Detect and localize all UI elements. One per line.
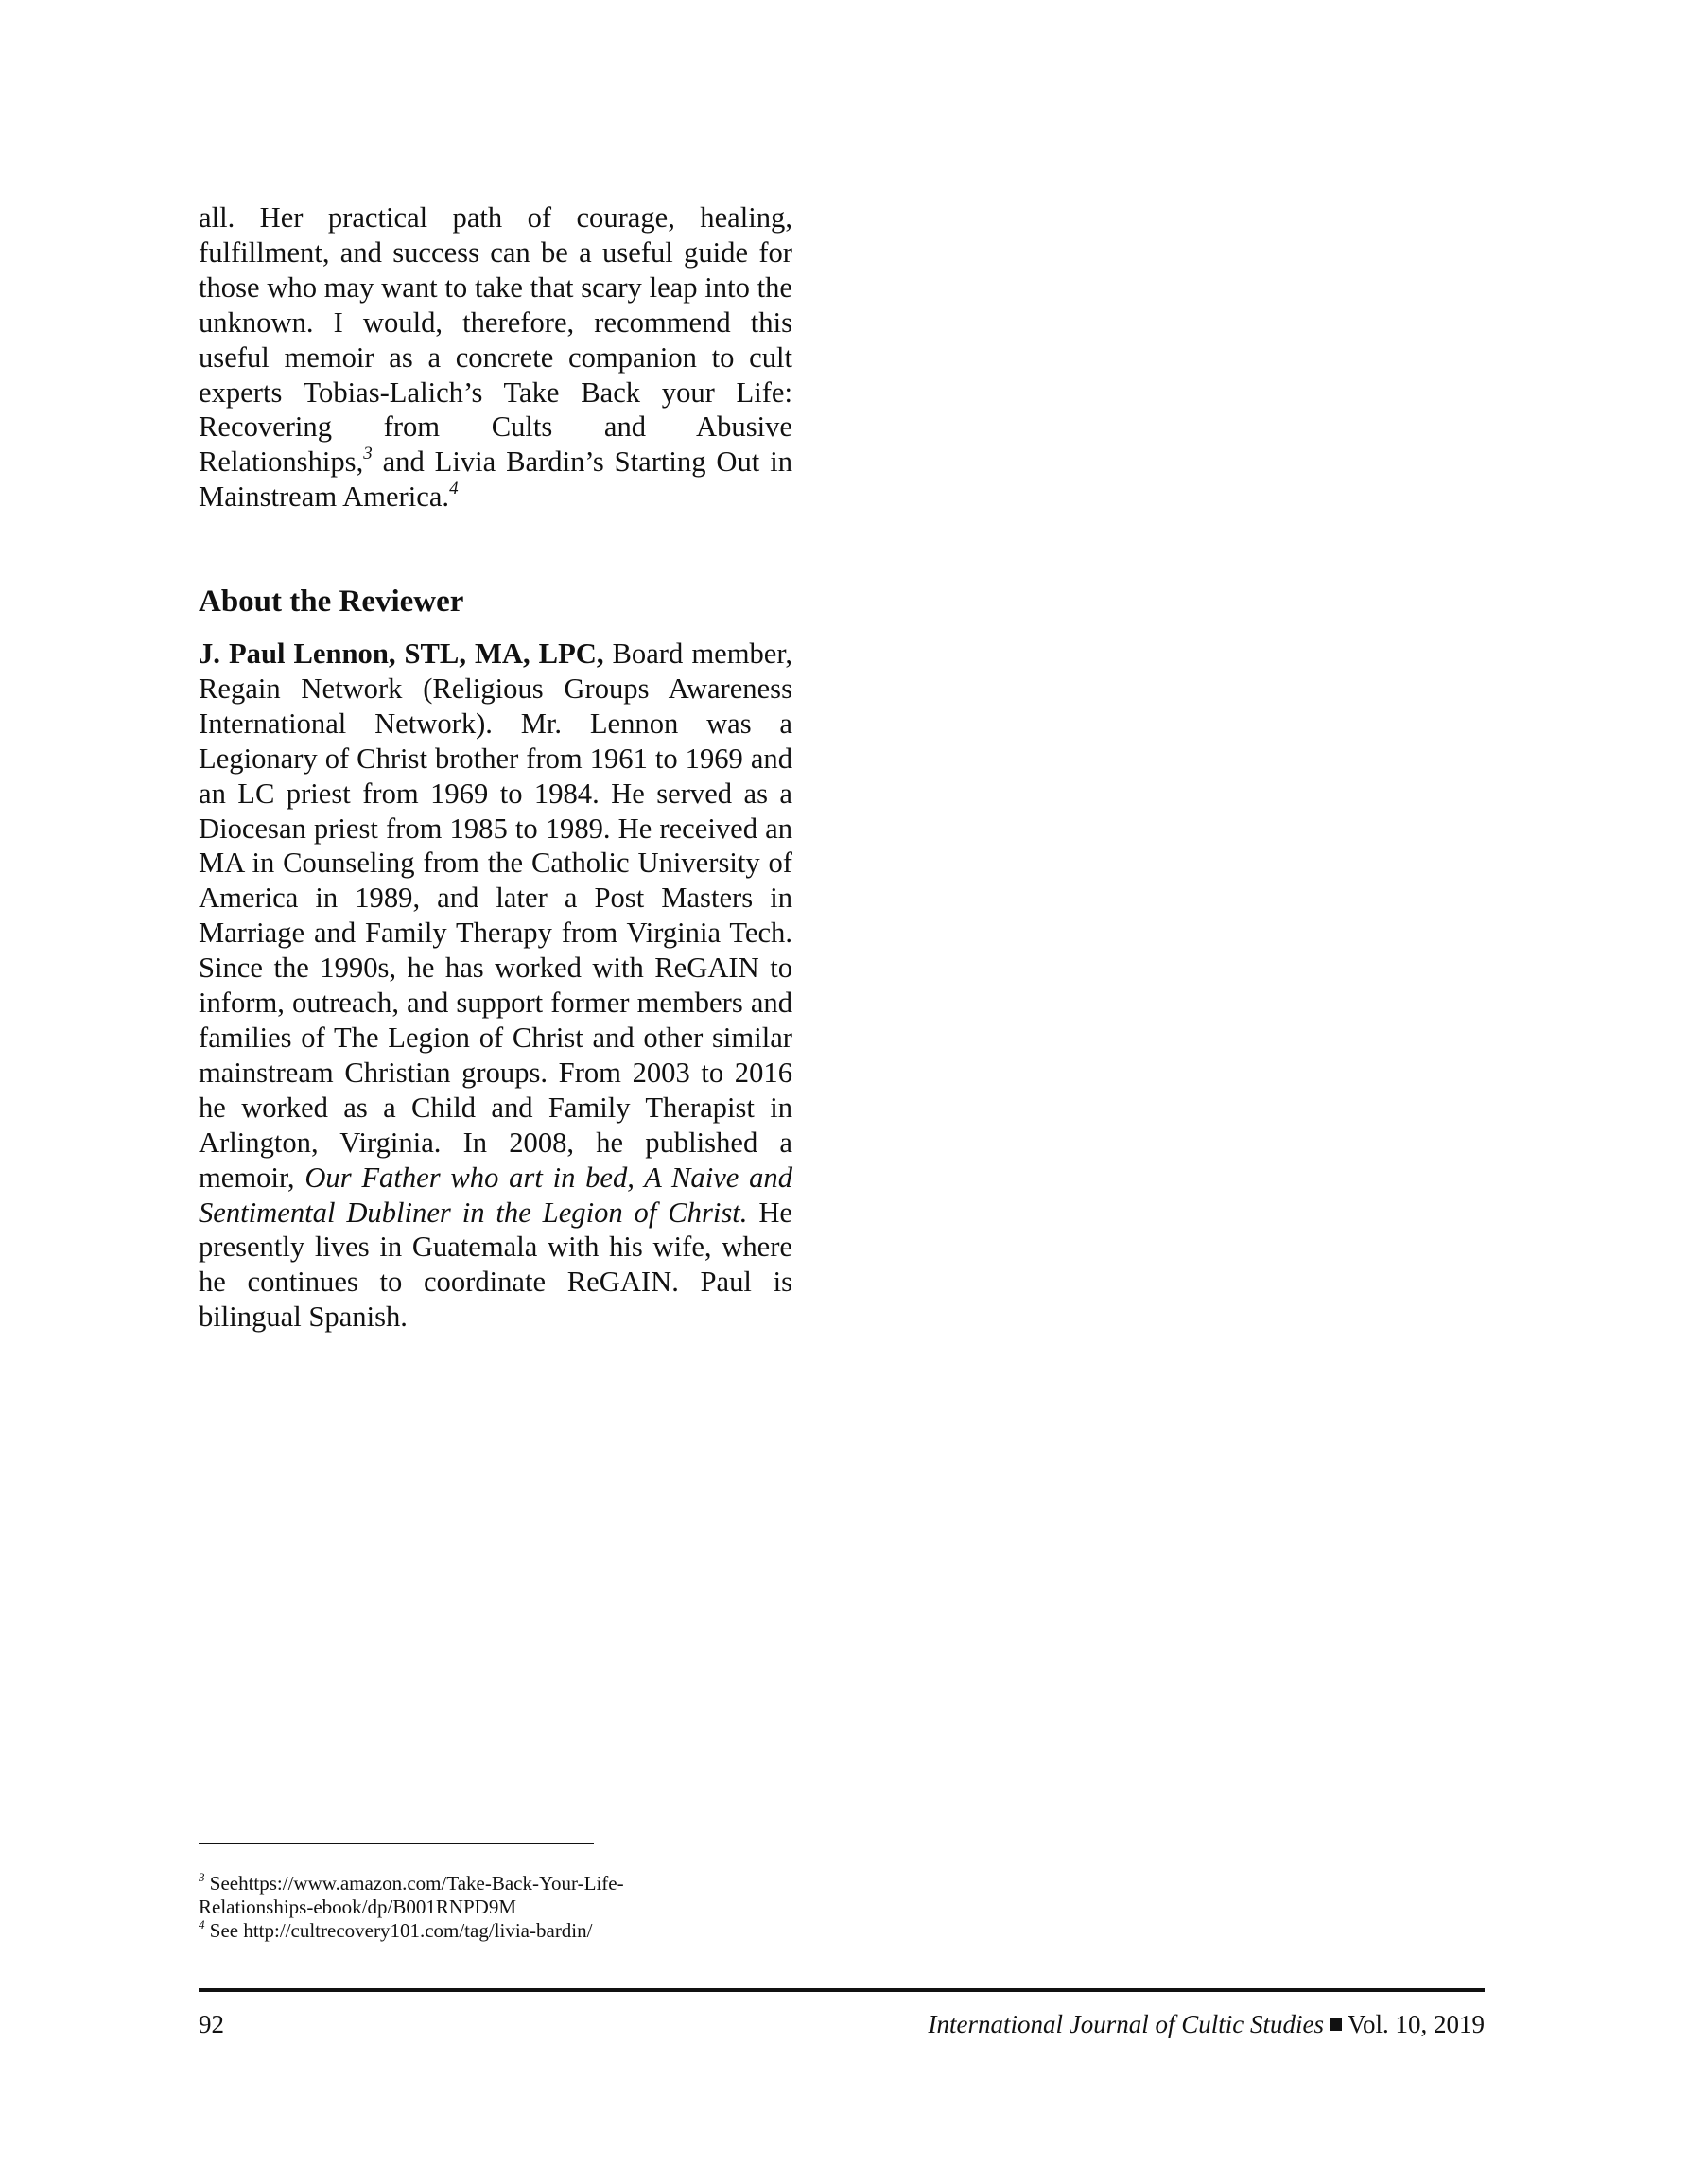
page-number: 92 bbox=[199, 2010, 224, 2038]
continued-paragraph-text bbox=[199, 201, 792, 515]
reviewer-bio-text bbox=[199, 637, 792, 1335]
section-heading: About the Reviewer bbox=[199, 585, 464, 619]
footnote-4 bbox=[199, 1916, 861, 1943]
reviewer-bio bbox=[199, 637, 792, 1335]
footnote-divider bbox=[199, 1843, 594, 1844]
running-footer bbox=[928, 2009, 1485, 2039]
bio-text-part: Board member, Regain Network (Religious Groups Awareness International Network). Mr. Lennon was a Legionary of Christ brother from 1961 to 1969 and an LC priest from 1969 to 1984. He served as a Diocesan priest from 1985 to 1989. He received an MA in Counseling from the Catholic University of America in 1989, and later a Post Masters in Marriage and Family Therapy from Virginia Tech. Since the 1990s, he has worked with ReGAIN to inform, outreach, and support former members and families of The Legion of Christ and other similar mainstream Christian groups. From 2003 to 2016 he worked as a Child and Family Therapist in Arlington, Virginia. In 2008, he published a memoir, bbox=[199, 638, 792, 1194]
footer-divider bbox=[199, 1988, 1485, 1992]
footnote-mark: 4 bbox=[199, 1916, 205, 1931]
square-separator-icon bbox=[1330, 2018, 1342, 2031]
footnote-mark: 3 bbox=[199, 1869, 205, 1884]
continued-paragraph bbox=[199, 201, 792, 515]
journal-name: International Journal of Cultic Studies bbox=[928, 2010, 1324, 2038]
volume-info: Vol. 10, 2019 bbox=[1347, 2010, 1485, 2038]
book-title: Our Father who art in bed, A Naive and Sentimental Dubliner in the Legion of Christ. bbox=[199, 1161, 792, 1229]
reviewer-name: J. Paul Lennon, STL, MA, LPC, bbox=[199, 638, 604, 670]
footnote-3 bbox=[199, 1869, 861, 1919]
footnote-text: Seehttps://www.amazon.com/Take-Back-Your-Life- bbox=[204, 1872, 624, 1895]
footnote-line bbox=[199, 1916, 861, 1943]
paragraph-text-part: all. Her practical path of courage, healing, fulfillment, and success can be a useful guide for those who may want to take that scary leap into the unknown. I would, therefore, recommend this useful memoir as a concrete companion to cult experts Tobias-Lalich’s Take Back your Life: Recovering from Cults and Abusive Relationships, bbox=[199, 201, 792, 479]
bio-text-part: He presently lives in Guatemala with his wife, where he continues to coordinate ReGAIN. Paul is bilingual Spanish. bbox=[199, 1196, 792, 1334]
footnote-ref: 3 bbox=[363, 444, 373, 464]
footnote-text: See http://cultrecovery101.com/tag/livia-bardin/ bbox=[204, 1919, 593, 1942]
footnote-line: Relationships-ebook/dp/B001RNPD9M bbox=[199, 1896, 517, 1918]
footnote-ref: 4 bbox=[449, 479, 459, 499]
paragraph-text-part: and Livia Bardin’s Starting Out in Mainstream America. bbox=[199, 446, 792, 514]
footnote-line bbox=[199, 1869, 861, 1896]
